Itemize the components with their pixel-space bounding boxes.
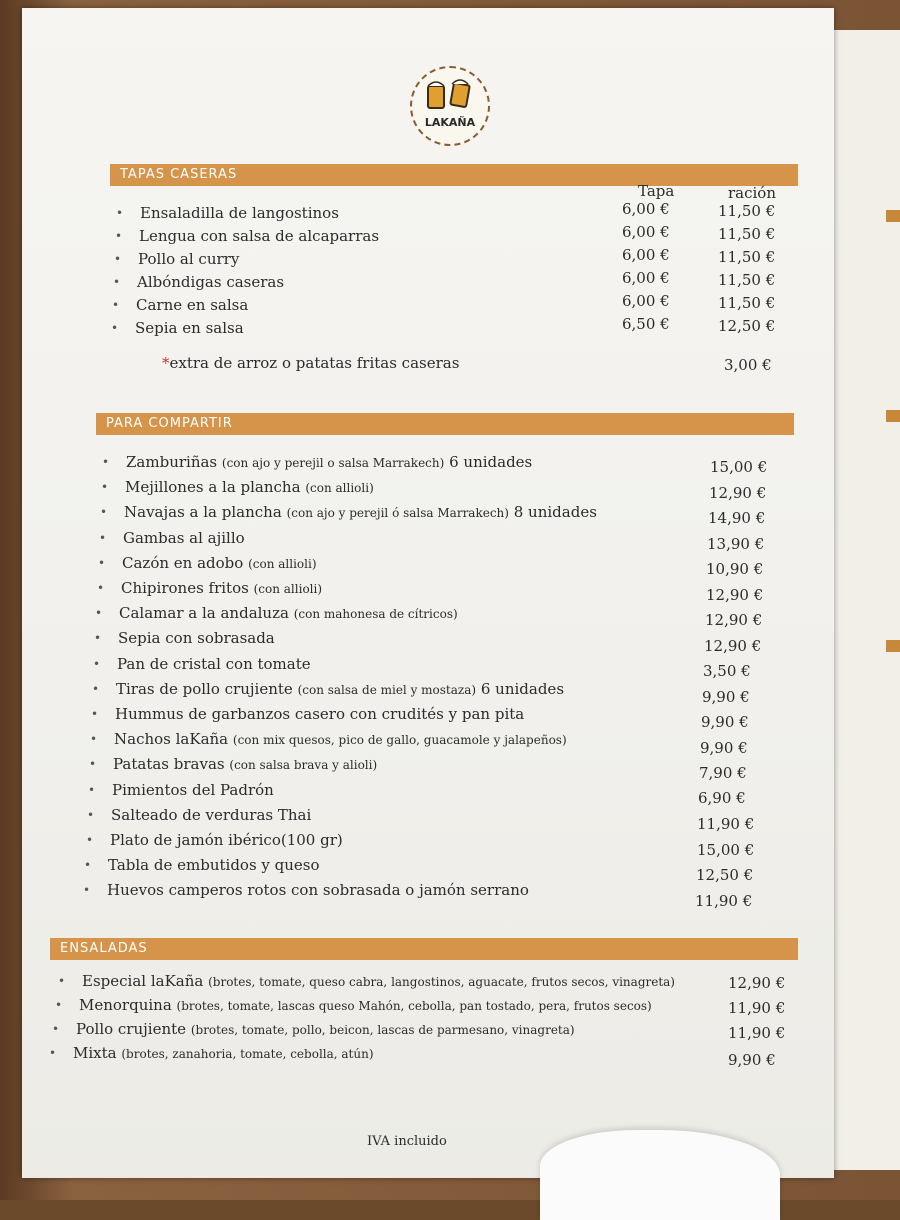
compartir-item-name: Calamar a la andaluza (119, 604, 289, 623)
ensalada-item-price: 9,90 € (728, 1051, 776, 1069)
tapa-item-price-tapa: 6,00 € (622, 223, 670, 241)
tapa-item-price-tapa: 6,00 € (622, 200, 670, 218)
compartir-item (123, 529, 245, 553)
compartir-item-price: 7,90 € (699, 764, 747, 782)
tapa-item-name: Albóndigas caseras (137, 273, 285, 291)
compartir-item-price: 9,90 € (700, 739, 748, 757)
tapa-item-price-racion: 11,50 € (718, 202, 776, 220)
section-header-ensaladas: ENSALADAS (50, 938, 798, 960)
bullet-icon: • (86, 833, 94, 847)
extra-star: * (162, 354, 170, 372)
ensalada-item-price: 12,90 € (728, 974, 786, 992)
tapa-item-name: Sepia en salsa (135, 319, 244, 337)
section-tab-marker (886, 640, 900, 652)
bullet-icon: • (111, 321, 119, 335)
tapa-item-price-racion: 11,50 € (718, 248, 776, 266)
bullet-icon: • (49, 1046, 57, 1060)
bullet-icon: • (99, 530, 107, 545)
compartir-item (115, 705, 524, 729)
bullet-icon: • (52, 1022, 60, 1036)
compartir-item-price: 12,90 € (709, 484, 767, 502)
column-header-tapa: Tapa (638, 182, 675, 200)
compartir-item-price: 10,90 € (706, 560, 764, 578)
compartir-item-desc: (con allioli) (253, 582, 323, 596)
bullet-icon: • (101, 480, 109, 495)
compartir-item-name: Huevos camperos rotos con sobrasada o jamón serrano (107, 881, 529, 900)
compartir-item-price: 9,90 € (701, 713, 749, 731)
ensalada-item (82, 972, 675, 996)
tapa-item-price-racion: 11,50 € (718, 225, 776, 243)
compartir-item-desc: (con mahonesa de cítricos) (293, 607, 458, 622)
section-tab-marker (886, 410, 900, 422)
compartir-item-price: 14,90 € (708, 509, 766, 527)
bullet-icon: • (58, 974, 66, 988)
compartir-item-name: Chipirones fritos (121, 579, 249, 597)
compartir-item-name: Navajas a la plancha (124, 503, 282, 522)
extra-text: extra de arroz o patatas fritas caseras (169, 354, 460, 372)
ensalada-item-name: Mixta (73, 1044, 117, 1062)
bullet-icon: • (87, 807, 95, 822)
compartir-item-price: 13,90 € (707, 535, 765, 553)
bullet-icon: • (114, 252, 122, 266)
tapa-item-price-tapa: 6,50 € (622, 315, 670, 333)
compartir-item-name: Tiras de pollo crujiente (116, 679, 293, 698)
compartir-item (110, 831, 343, 855)
bullet-icon: • (88, 782, 96, 797)
compartir-item-suffix: 8 unidades (513, 503, 597, 522)
bullet-icon: • (100, 505, 108, 520)
compartir-item-name: Zamburiñas (126, 453, 218, 471)
compartir-item-name: Gambas al ajillo (123, 528, 245, 547)
compartir-item-price: 11,90 € (695, 892, 753, 910)
tapa-item-price-tapa: 6,00 € (622, 246, 670, 264)
beer-mugs-icon (422, 76, 478, 116)
compartir-item-name: Pimientos del Padrón (112, 780, 274, 799)
compartir-item (107, 881, 529, 905)
bullet-icon: • (93, 656, 101, 671)
compartir-item (114, 730, 567, 754)
compartir-item-desc: (con ajo y perejil o salsa Marrakech) (221, 456, 445, 470)
ensalada-item-price: 11,90 € (728, 999, 786, 1017)
compartir-item-price: 12,90 € (705, 611, 763, 629)
compartir-item (119, 604, 458, 628)
compartir-item-name: Cazón en adobo (122, 553, 244, 572)
bullet-icon: • (98, 555, 106, 570)
bullet-icon: • (113, 275, 121, 289)
ensalada-item (76, 1020, 575, 1044)
compartir-item-price: 11,90 € (697, 815, 755, 833)
ensalada-item (79, 996, 652, 1020)
bullet-icon: • (97, 581, 105, 595)
ensalada-item-desc: (brotes, tomate, queso cabra, langostinos, aguacate, frutos secos, vinagreta) (208, 975, 675, 989)
tapa-item-price-racion: 12,50 € (718, 317, 776, 335)
compartir-item (124, 503, 597, 527)
next-page-edge (829, 30, 900, 1170)
compartir-item (122, 554, 317, 578)
compartir-item-name: Patatas bravas (113, 755, 225, 774)
ensalada-item-name: Especial laKaña (82, 972, 204, 990)
bullet-icon: • (116, 206, 124, 220)
ensalada-item-desc: (brotes, tomate, lascas queso Mahón, cebolla, pan tostado, pera, frutos secos) (176, 999, 652, 1013)
tapa-item-price-racion: 11,50 € (718, 294, 776, 312)
compartir-item-desc: (con allioli) (248, 556, 317, 571)
tapa-item-price-tapa: 6,00 € (622, 292, 670, 310)
compartir-item-name: Sepia con sobrasada (118, 629, 275, 648)
compartir-item-desc: (con mix quesos, pico de gallo, guacamole y jalapeños) (232, 733, 567, 748)
bullet-icon: • (83, 883, 91, 898)
ensalada-item-name: Menorquina (79, 996, 172, 1014)
compartir-item-desc: (con ajo y perejil ó salsa Marrakech) (286, 506, 509, 521)
compartir-item-price: 9,90 € (702, 688, 750, 706)
compartir-item (112, 781, 274, 805)
compartir-item-price: 15,00 € (697, 841, 755, 859)
compartir-item-price: 12,50 € (696, 866, 754, 884)
section-tab-marker (886, 210, 900, 222)
compartir-item-price: 3,50 € (703, 662, 751, 680)
tapa-item-price-tapa: 6,00 € (622, 269, 670, 287)
bullet-icon: • (112, 298, 120, 312)
compartir-item-price: 12,90 € (706, 586, 764, 604)
compartir-item-suffix: 6 unidades (480, 679, 565, 698)
compartir-item (118, 629, 275, 653)
bullet-icon: • (84, 858, 92, 873)
tapa-item-name: Lengua con salsa de alcaparras (139, 227, 380, 245)
compartir-item (125, 478, 374, 502)
tapa-item-name: Ensaladilla de langostinos (140, 204, 339, 222)
tapa-item-price-racion: 11,50 € (718, 271, 776, 289)
column-header-racion: ración (728, 184, 777, 202)
compartir-item-suffix: 6 unidades (449, 453, 533, 471)
bullet-icon: • (94, 631, 102, 646)
compartir-item-desc: (con allioli) (305, 481, 374, 496)
compartir-item (113, 755, 377, 779)
compartir-item-name: Tabla de embutidos y queso (108, 856, 320, 875)
bullet-icon: • (95, 606, 103, 621)
section-header-compartir: PARA COMPARTIR (96, 413, 794, 435)
compartir-item-name: Pan de cristal con tomate (117, 654, 311, 673)
compartir-item-name: Mejillones a la plancha (125, 478, 301, 497)
menu-page (22, 8, 834, 1178)
bullet-icon: • (92, 681, 100, 696)
compartir-item-desc: (con salsa brava y alioli) (229, 758, 378, 773)
footer-iva: IVA incluido (367, 1134, 447, 1149)
extra-price: 3,00 € (724, 356, 772, 374)
compartir-item-name: Plato de jamón ibérico(100 gr) (110, 831, 343, 849)
tapa-item-name: Carne en salsa (136, 296, 249, 314)
compartir-item-price: 15,00 € (710, 458, 768, 476)
bullet-icon: • (90, 732, 98, 747)
compartir-item (126, 453, 532, 477)
section-header-tapas: TAPAS CASERAS (110, 164, 798, 186)
compartir-item (116, 680, 564, 704)
compartir-item (117, 655, 311, 679)
compartir-item (108, 856, 320, 880)
ensalada-item (73, 1044, 374, 1068)
bullet-icon: • (91, 707, 99, 721)
compartir-item-desc: (con salsa de miel y mostaza) (297, 682, 477, 697)
ensalada-item-name: Pollo crujiente (76, 1020, 187, 1038)
compartir-item (111, 806, 311, 830)
compartir-item-name: Nachos laKaña (114, 730, 229, 749)
ensalada-item-desc: (brotes, tomate, pollo, beicon, lascas de parmesano, vinagreta) (190, 1023, 575, 1037)
compartir-item (121, 579, 322, 603)
compartir-item-name: Salteado de verduras Thai (111, 805, 312, 824)
bullet-icon: • (89, 757, 97, 772)
ensalada-item-price: 11,90 € (728, 1024, 786, 1042)
bullet-icon: • (115, 229, 123, 243)
lakana-logo (410, 66, 490, 146)
tapa-item-name: Pollo al curry (138, 250, 240, 268)
compartir-item-price: 12,90 € (704, 637, 762, 655)
ensalada-item-desc: (brotes, zanahoria, tomate, cebolla, atún) (121, 1047, 374, 1061)
compartir-item-price: 6,90 € (698, 789, 746, 807)
bullet-icon: • (102, 455, 110, 469)
logo-text: LAKAÑA (424, 116, 476, 129)
bullet-icon: • (55, 998, 63, 1012)
compartir-item-name: Hummus de garbanzos casero con crudités y pan pita (115, 705, 525, 723)
napkin (540, 1130, 780, 1220)
extra-note (162, 354, 459, 378)
